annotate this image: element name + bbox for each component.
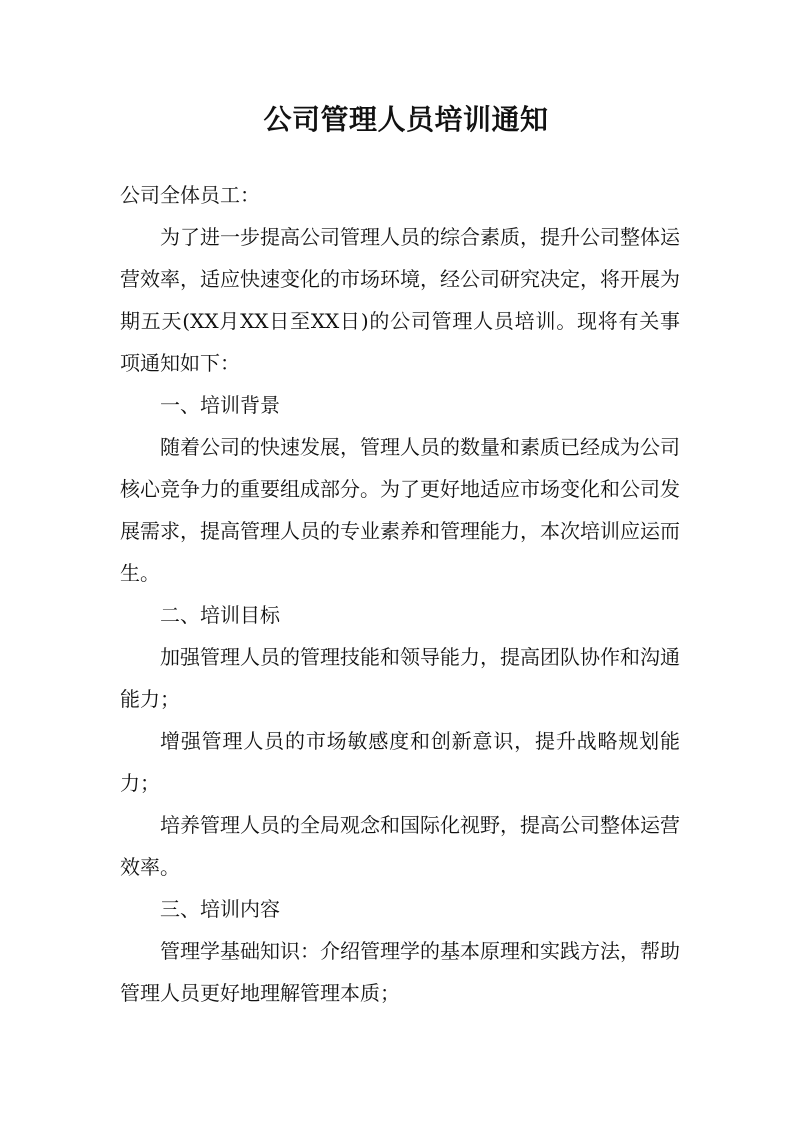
content-paragraph-1: 管理学基础知识：介绍管理学的基本原理和实践方法，帮助管理人员更好地理解管理本质；	[120, 939, 680, 1005]
intro-paragraph: 为了进一步提高公司管理人员的综合素质，提升公司整体运营效率，适应快速变化的市场环境，经公司研究决定，将开展为期五天(XX月XX日至XX日)的公司管理人员培训。现将有关事项通知如下：	[120, 225, 680, 375]
section-heading-goals: 二、培训目标	[160, 603, 280, 627]
document-title: 公司管理人员培训通知	[263, 103, 549, 136]
goal-paragraph-3: 培养管理人员的全局观念和国际化视野，提高公司整体运营效率。	[120, 813, 680, 879]
section-heading-background: 一、培训背景	[160, 393, 280, 417]
goal-paragraph-2: 增强管理人员的市场敏感度和创新意识，提升战略规划能力；	[120, 729, 680, 795]
goal-paragraph-1: 加强管理人员的管理技能和领导能力，提高团队协作和沟通能力；	[120, 645, 680, 711]
background-paragraph: 随着公司的快速发展，管理人员的数量和素质已经成为公司核心竞争力的重要组成部分。为了更好地适应市场变化和公司发展需求，提高管理人员的专业素养和管理能力，本次培训应运而生。	[120, 435, 680, 585]
document-body	[120, 174, 680, 1014]
section-heading-content: 三、培训内容	[160, 897, 280, 921]
salutation: 公司全体员工：	[120, 183, 260, 207]
